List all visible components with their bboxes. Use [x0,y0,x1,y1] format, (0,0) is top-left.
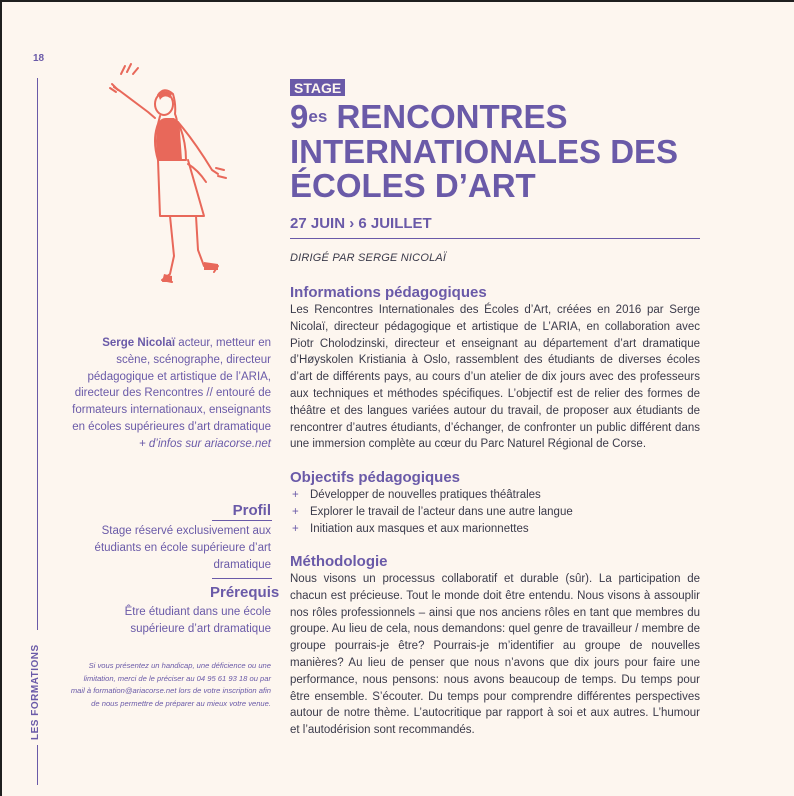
prerequis-heading: Prérequis [210,584,280,601]
stage-tag: STAGE [290,79,345,96]
frame-left-border [0,0,2,796]
page-number: 18 [33,53,45,64]
profil-text: Stage réservé exclusivement aux étudiants en école supérieure d’art dramatique [94,525,271,571]
director-line: DIRIGÉ PAR SERGE NICOLAÏ [290,252,447,264]
bio-block [70,335,271,453]
informations-text: Les Rencontres Internationales des Écoles d’Art, créées en 2016 par Serge Nicolaï, directeur pédagogique et artistique de L’ARIA, en collaboration avec Piotr Cholodzinski, directeur et enseignant au département d’art dramatique d’Høyskolen Kristiania à Oslo, rassemblent des étudiants de diverses écoles d’art de différents pays, au cours d’un atelier de dix jours avec des professeurs aux techniques et méthodes spécifiques. L’objectif est de relier des formes de théâtre et des langues variées autour du travail, de proposer aux étudiants de rencontrer d’autres étudiants, d’échanger, de confronter un public différent dans une immersion complète au cœur du Parc Naturel Régional de Corse. [290,304,700,451]
frame-top-border [0,0,794,2]
profil-rule [212,520,272,521]
informations-heading: Informations pédagogiques [290,284,487,301]
prerequis-rule [212,578,272,579]
page-title [290,100,710,204]
list-item: + Explorer le travail de l’acteur dans une autre langue [290,504,700,521]
margin-rule-bottom [37,745,38,785]
methodologie-text: Nous visons un processus collaboratif et durable (sûr). La participation de chacun est précieuse. Tout le monde doit être entendu. Nous visons à assouplir nos rôles professionnels – ainsi que nos anciens rôles en tant que membres du groupe. Au lieu de cela, nous demandons: quel genre de travailleur / membre de groupe pourrais-je être? Pourrais-je m’identifier au groupe de nouvelles manières? Au lieu de penser que nous n’avons que dix jours pour faire une performance, nous pensons: nous avons beaucoup de temps. Du temps pour être ensemble. S’écouter. Du temps pour comprendre différentes perspectives autour de notre thème. L’autocritique par rapport à soi et aux autres. L’humour et l’autodérision sont recommandés. [290,573,700,737]
plus-icon: + [292,506,299,518]
event-dates: 27 JUIN › 6 JUILLET [290,215,432,232]
more-info-link[interactable]: + d’infos sur ariacorse.net [139,437,271,450]
section-label: LES FORMATIONS [30,644,41,740]
dates-rule [290,238,700,239]
plus-icon: + [292,523,299,535]
title-suffix: es [308,107,328,126]
title-number: 9 [290,98,309,135]
bio-name: Serge Nicolaï [102,337,176,349]
margin-rule-top [37,78,38,630]
list-item: + Initiation aux masques et aux marionnettes [290,521,700,538]
list-item: + Développer de nouvelles pratiques théâtrales [290,487,700,504]
title-line1: RENCONTRES [327,98,568,135]
profil-heading: Profil [232,502,271,519]
prerequis-text: Être étudiant dans une école supérieure d’art dramatique [124,606,271,635]
plus-icon: + [292,489,299,501]
objectifs-list [290,487,700,538]
methodologie-heading: Méthodologie [290,553,388,570]
dancer-illustration [100,60,230,292]
title-line3: ÉCOLES D’ART [290,167,536,204]
accessibility-note: Si vous présentez un handicap, une déficience ou une limitation, merci de le préciser au 04 95 61 93 18 ou par mail à formation@ariacorse.net lors de votre inscription afin de nous permettre de préparer au mieux votre venue. [70,661,271,708]
objectifs-heading: Objectifs pédagogiques [290,469,461,486]
title-line2: INTERNATIONALES DES [290,132,679,170]
bio-text: acteur, metteur en scène, scénographe, directeur pédagogique et artistique de l’ARIA, directeur des Rencontres // entouré de formateurs internationaux, enseignants en écoles supérieures d’art dramatique [72,337,271,433]
